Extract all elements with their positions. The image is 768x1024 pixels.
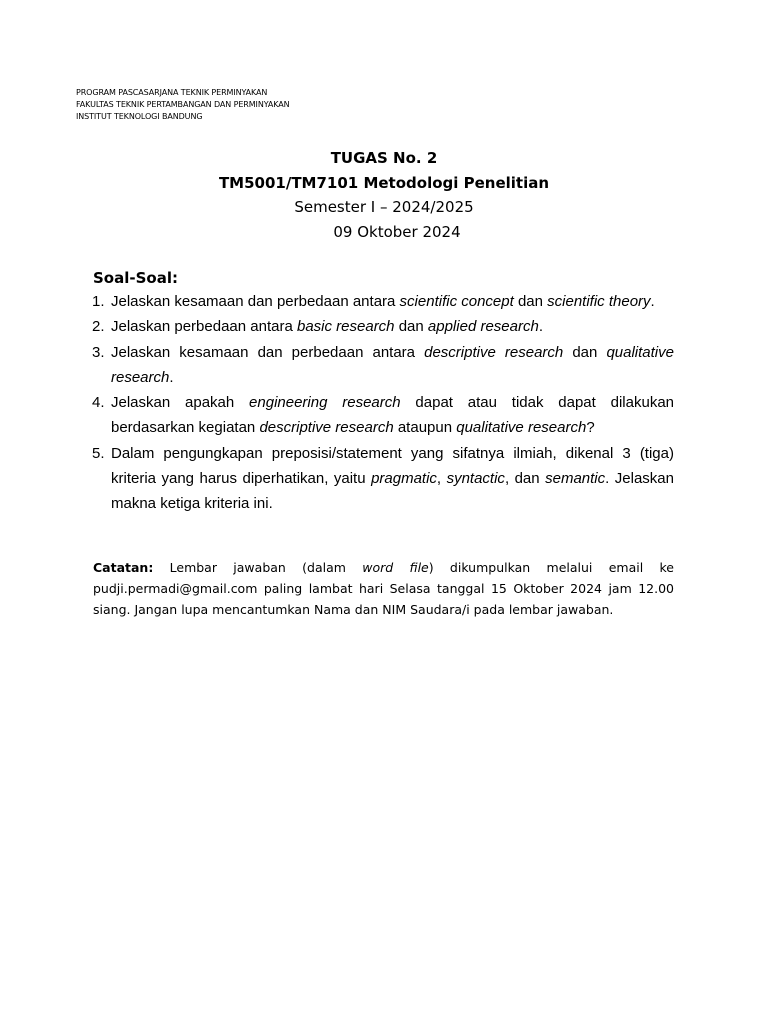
question-text: Dalam pengungkapan preposisi/statement yang sifatnya ilmiah, dikenal 3 (tiga) kriteria yang harus diperhatikan, yaitu bbox=[111, 444, 674, 488]
question-text: Jelaskan perbedaan antara bbox=[111, 318, 297, 336]
question-term: basic research bbox=[296, 318, 395, 336]
question-term: qualitative research bbox=[111, 343, 674, 386]
questions-heading: Soal-Soal: bbox=[93, 269, 178, 287]
question-text: . Jelaskan makna ketiga kriteria ini. bbox=[111, 470, 674, 513]
question-text: ? bbox=[586, 419, 595, 437]
question-item bbox=[92, 340, 674, 391]
questions-list bbox=[92, 289, 674, 517]
question-number: 5. bbox=[92, 444, 105, 462]
question-text: . bbox=[538, 318, 543, 336]
question-term: scientific concept bbox=[399, 293, 514, 310]
question-text: Jelaskan kesamaan dan perbedaan antara bbox=[111, 293, 400, 310]
note-paragraph bbox=[93, 557, 674, 620]
note-italic: word file bbox=[362, 560, 429, 575]
question-term: descriptive research bbox=[259, 419, 394, 437]
faculty-name: FAKULTAS TEKNIK PERTAMBANGAN DAN PERMINYAKAN bbox=[76, 100, 290, 109]
question-number: 4. bbox=[92, 394, 105, 412]
question-term: semantic bbox=[545, 470, 606, 488]
question-term: applied research bbox=[427, 318, 539, 336]
question-text: Jelaskan kesamaan dan perbedaan antara bbox=[111, 343, 425, 361]
question-term: pragmatic bbox=[371, 470, 437, 488]
course-title: TM5001/TM7101 Metodologi Penelitian bbox=[218, 173, 550, 192]
program-name: PROGRAM PASCASARJANA TEKNIK PERMINYAKAN bbox=[76, 88, 268, 97]
institution-header bbox=[76, 87, 290, 123]
question-text: . bbox=[169, 368, 174, 386]
question-number: 1. bbox=[92, 293, 105, 310]
question-item bbox=[92, 390, 674, 441]
question-text: , bbox=[436, 470, 447, 488]
question-text: Jelaskan apakah bbox=[111, 394, 250, 412]
question-number: 2. bbox=[92, 318, 105, 336]
institute-name: INSTITUT TEKNOLOGI BANDUNG bbox=[76, 112, 203, 121]
question-item bbox=[92, 289, 674, 314]
question-number: 3. bbox=[92, 343, 105, 361]
question-text: ataupun bbox=[393, 419, 457, 437]
question-text: dan bbox=[513, 293, 548, 310]
question-text: dan bbox=[394, 318, 428, 336]
question-item bbox=[92, 441, 674, 517]
question-text: . bbox=[650, 293, 655, 310]
question-text: dapat atau tidak dapat dilakukan berdasarkan kegiatan bbox=[111, 394, 675, 437]
question-term: scientific theory bbox=[547, 293, 651, 310]
question-term: syntactic bbox=[446, 470, 505, 488]
note-text-after: ) dikumpulkan melalui email ke pudji.permadi@gmail.com paling lambat hari Selasa tanggal 15 Oktober 2024 jam 12.00 siang. Jangan lupa mencantumkan Nama dan NIM Saudara/i pada lembar jawaban. bbox=[93, 560, 674, 617]
note-text-before: Lembar jawaban (dalam bbox=[153, 560, 363, 575]
question-term: engineering research bbox=[249, 394, 401, 412]
question-term: qualitative research bbox=[456, 419, 587, 437]
question-text: , dan bbox=[504, 470, 546, 488]
note-label: Catatan: bbox=[93, 560, 154, 575]
question-item bbox=[92, 314, 674, 339]
question-text: dan bbox=[563, 343, 607, 361]
date-line: 09 Oktober 2024 bbox=[333, 222, 461, 241]
title-block bbox=[0, 146, 768, 244]
question-term: descriptive research bbox=[424, 343, 564, 361]
assignment-title: TUGAS No. 2 bbox=[330, 149, 438, 167]
semester-line: Semester I – 2024/2025 bbox=[294, 198, 474, 216]
